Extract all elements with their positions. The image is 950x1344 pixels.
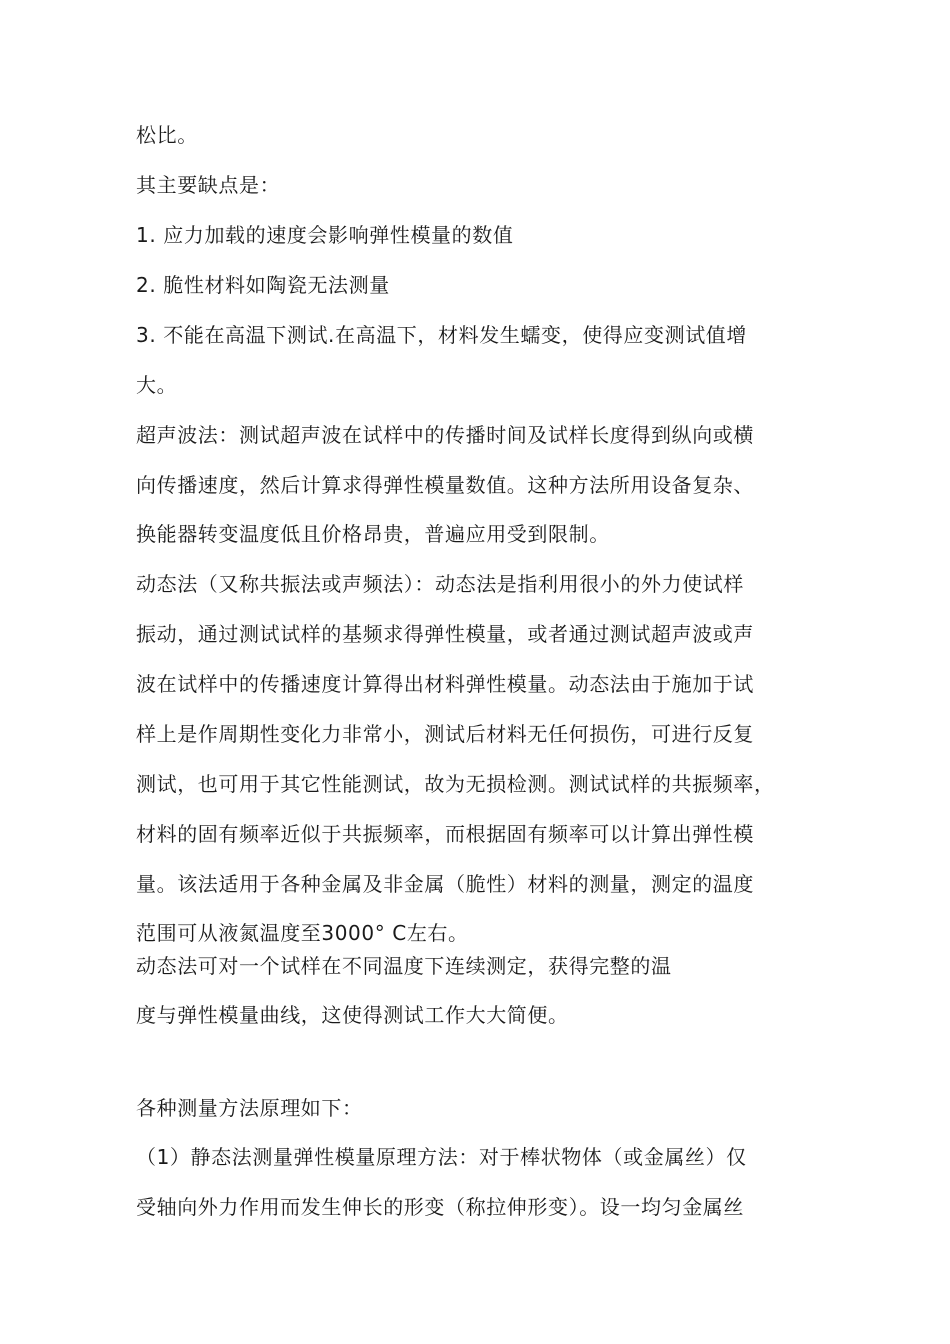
- text-line: 范围可从液氮温度至3000° C左右。: [136, 921, 469, 945]
- text-line: 换能器转变温度低且价格昂贵，普遍应用受到限制。: [136, 522, 610, 546]
- text-line: 大。: [136, 373, 178, 397]
- list-item: 3. 不能在高温下测试.在高温下，材料发生蠕变，使得应变测试值增: [136, 323, 747, 347]
- list-item: 1. 应力加载的速度会影响弹性模量的数值: [136, 223, 514, 247]
- text-line: 超声波法：测试超声波在试样中的传播时间及试样长度得到纵向或横: [136, 423, 754, 447]
- text-line: 受轴向外力作用而发生伸长的形变（称拉伸形变）。设一均匀金属丝: [136, 1195, 744, 1219]
- text-line: 波在试样中的传播速度计算得出材料弹性模量。动态法由于施加于试: [136, 672, 754, 696]
- text-line: 动态法（又称共振法或声频法）：动态法是指利用很小的外力使试样: [136, 572, 744, 596]
- text-line: 量。该法适用于各种金属及非金属（脆性）材料的测量，测定的温度: [136, 872, 754, 896]
- text-line: 向传播速度，然后计算求得弹性模量数值。这种方法所用设备复杂、: [136, 473, 754, 497]
- text-line: 松比。: [136, 123, 198, 147]
- text-line: 动态法可对一个试样在不同温度下连续测定，获得完整的温: [136, 954, 672, 978]
- text-line: （1）静态法测量弹性模量原理方法：对于棒状物体（或金属丝）仅: [136, 1145, 747, 1169]
- text-line: 度与弹性模量曲线，这使得测试工作大大简便。: [136, 1003, 569, 1027]
- text-line: 振动，通过测试试样的基频求得弹性模量，或者通过测试超声波或声: [136, 622, 754, 646]
- text-line: 各种测量方法原理如下：: [136, 1096, 363, 1120]
- text-line: 测试，也可用于其它性能测试，故为无损检测。测试试样的共振频率，: [136, 772, 775, 796]
- text-line: 其主要缺点是：: [136, 173, 281, 197]
- text-line: 材料的固有频率近似于共振频率，而根据固有频率可以计算出弹性模: [136, 822, 754, 846]
- text-line: 样上是作周期性变化力非常小，测试后材料无任何损伤，可进行反复: [136, 722, 754, 746]
- list-item: 2. 脆性材料如陶瓷无法测量: [136, 273, 390, 297]
